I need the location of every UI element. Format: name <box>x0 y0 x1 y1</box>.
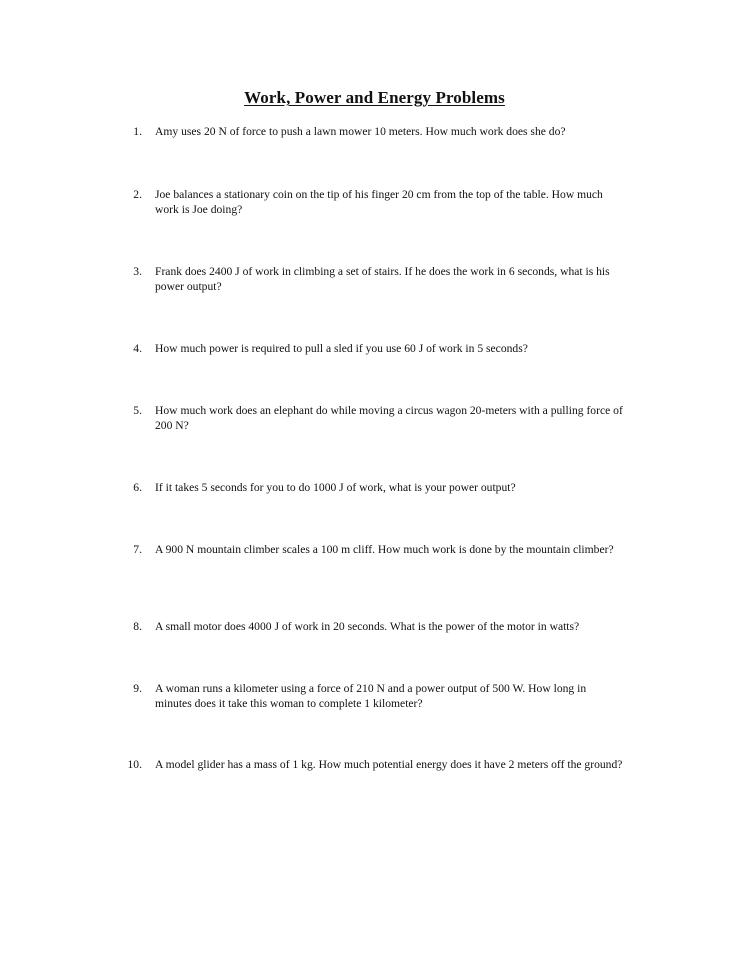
problem-text: How much work does an elephant do while moving a circus wagon 20-meters with a pulling force of 200 N? <box>155 404 623 433</box>
problem-text: Joe balances a stationary coin on the tip of his finger 20 cm from the top of the table. How much work is Joe doing? <box>155 188 603 217</box>
problem-text: A woman runs a kilometer using a force of 210 N and a power output of 500 W. How long in minutes does it take this woman to complete 1 kilometer? <box>155 682 587 711</box>
problem-number: 9. <box>133 682 142 695</box>
problem-number: 6. <box>133 481 142 494</box>
page-title: Work, Power and Energy Problems <box>244 88 505 107</box>
problem-number: 3. <box>133 265 142 278</box>
problem-number: 1. <box>133 125 142 138</box>
problem-number: 8. <box>133 620 142 633</box>
problem-text: A model glider has a mass of 1 kg. How much potential energy does it have 2 meters off the ground? <box>155 758 623 771</box>
problem-number: 5. <box>133 404 142 417</box>
problem-number: 4. <box>133 342 142 355</box>
problem-number: 7. <box>133 543 142 556</box>
problem-text: Amy uses 20 N of force to push a lawn mower 10 meters. How much work does she do? <box>155 125 566 138</box>
problem-text: Frank does 2400 J of work in climbing a set of stairs. If he does the work in 6 seconds, what is his power output? <box>155 265 610 294</box>
problem-text: A small motor does 4000 J of work in 20 seconds. What is the power of the motor in watts? <box>155 620 580 633</box>
problem-number: 2. <box>133 188 142 201</box>
problem-text: If it takes 5 seconds for you to do 1000 J of work, what is your power output? <box>155 481 516 494</box>
problem-text: How much power is required to pull a sled if you use 60 J of work in 5 seconds? <box>155 342 528 355</box>
problem-text: A 900 N mountain climber scales a 100 m cliff. How much work is done by the mountain climber? <box>155 543 614 556</box>
problem-number: 10. <box>127 758 142 771</box>
